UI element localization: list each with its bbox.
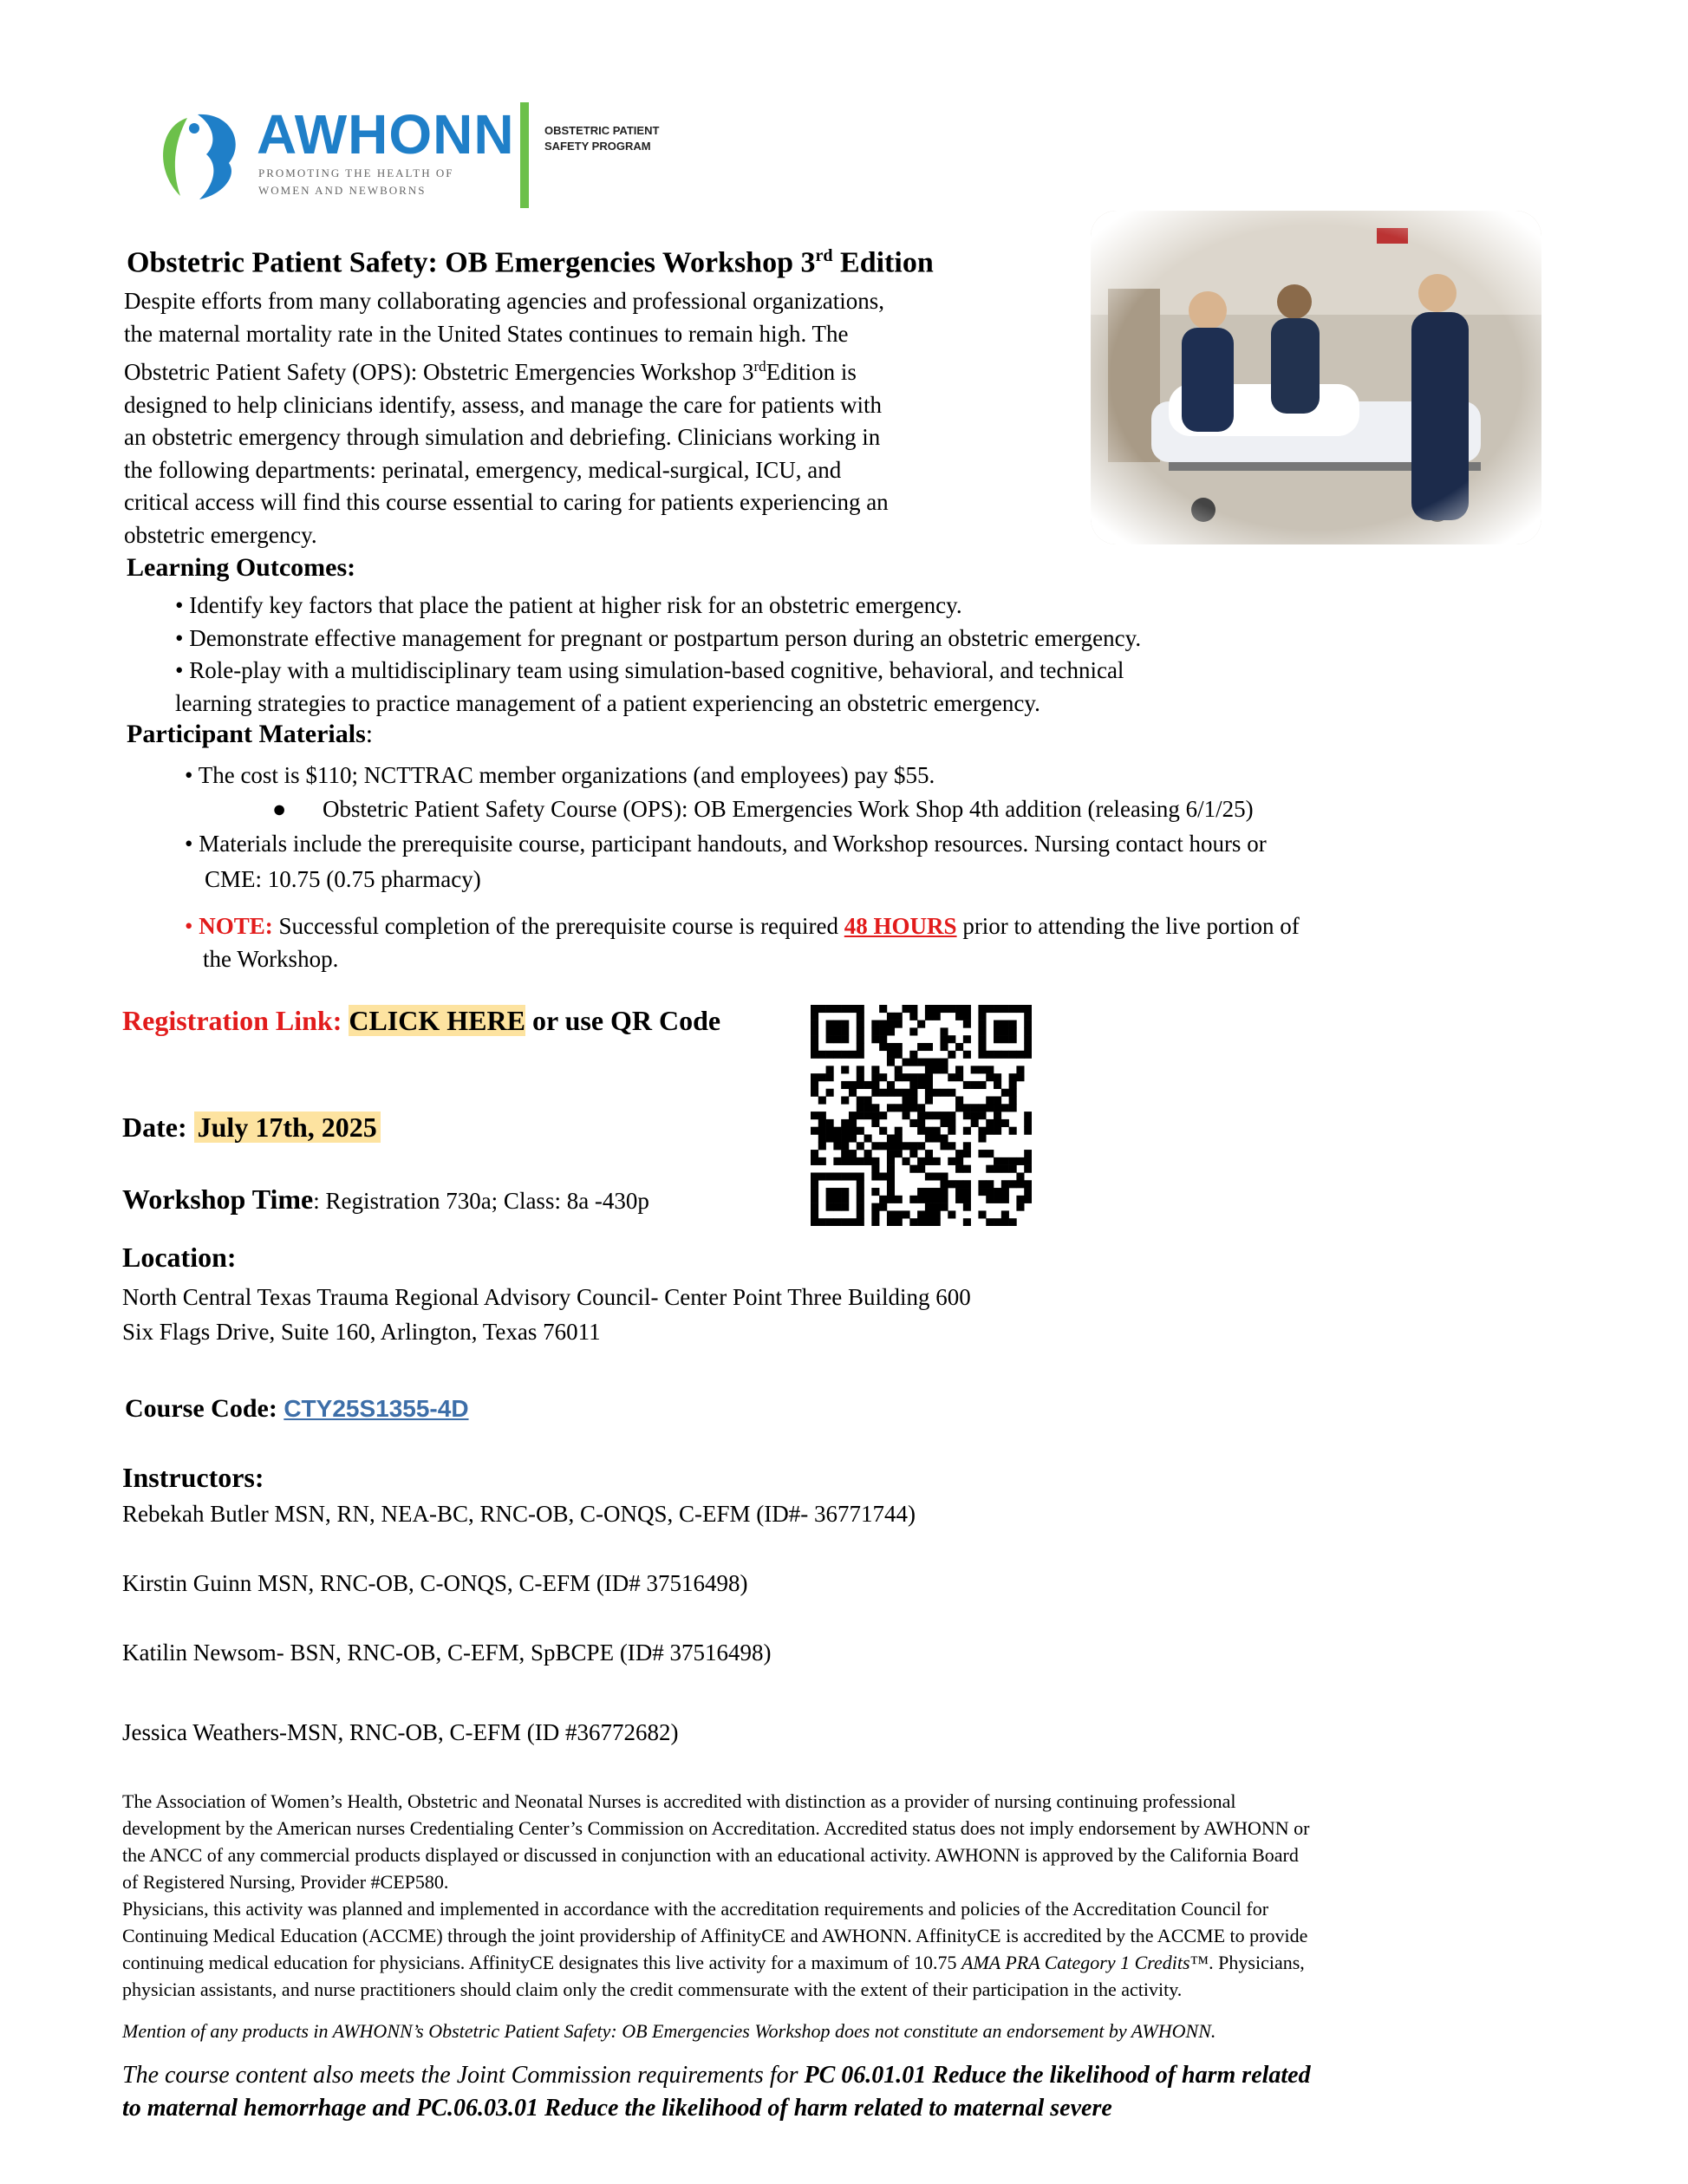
awhonn-logo (154, 102, 709, 215)
accreditation-line: The Association of Women’s Health, Obstetric and Neonatal Nurses is accredited with distinction as a provider of nursing continuing professional (122, 1790, 1236, 1812)
date-label: Date: (122, 1112, 187, 1143)
awhonn-mother-child-icon (154, 109, 250, 205)
course-code-line (125, 1394, 469, 1424)
intro-line: the maternal mortality rate in the United States continues to remain high. The (124, 320, 849, 347)
date-value: July 17th, 2025 (194, 1112, 381, 1143)
accreditation-text: ™. Physicians, (1189, 1952, 1305, 1973)
materials-cme: CME: 10.75 (0.75 pharmacy) (205, 866, 481, 892)
materials-cost: • The cost is $110; NCTTRAC member organizations (and employees) pay $55. (185, 762, 935, 788)
page-title (127, 246, 934, 279)
title-superscript: rd (815, 246, 833, 265)
clinicians-simulation-photo (1091, 211, 1541, 544)
logo-tagline: PROMOTING THE HEALTH OF WOMEN AND NEWBORNS (258, 166, 454, 197)
materials-colon: : (365, 720, 374, 748)
note-hours: 48 HOURS (844, 913, 957, 939)
learning-outcomes-heading: Learning Outcomes: (127, 553, 356, 582)
instructors-heading: Instructors: (122, 1462, 264, 1493)
materials-sub-item: Obstetric Patient Safety Course (OPS): OB Emergencies Work Shop 4th addition (releasing 6/1/25) (323, 796, 1254, 822)
disclaimer: Mention of any products in AWHONN’s Obstetric Patient Safety: OB Emergencies Workshop does not constitute an endorsement by AWHONN. (122, 2020, 1216, 2042)
accreditation-block (122, 1788, 1613, 2003)
time-label: Workshop Time (122, 1183, 314, 1215)
note-bullet: • (185, 913, 193, 939)
accreditation-line (122, 1949, 1613, 1976)
list-item: • Role-play with a multidisciplinary team using simulation-based cognitive, behavioral, and technical (175, 657, 1124, 683)
title-tail: Edition (832, 246, 934, 279)
workshop-time-line (122, 1183, 649, 1216)
registration-tail: or use QR Code (525, 1005, 721, 1036)
logo-divider (520, 102, 529, 208)
accreditation-line: development by the American nurses Credentialing Center’s Commission on Accreditation. Accredited status does not imply endorsement by AWHONN or (122, 1817, 1310, 1839)
intro-paragraph (124, 285, 1086, 551)
materials-note (185, 910, 1589, 943)
accreditation-line: Continuing Medical Education (ACCME) through the joint providership of AffinityCE and AWHONN. AffinityCE is accredited by the ACCME to provide (122, 1925, 1308, 1946)
intro-line: Despite efforts from many collaborating agencies and professional organizations, (124, 288, 884, 314)
course-code-label: Course Code: (125, 1394, 284, 1423)
location-line: North Central Texas Trauma Regional Advisory Council- Center Point Three Building 600 (122, 1284, 971, 1310)
location-heading: Location: (122, 1242, 237, 1273)
intro-text: Edition is (766, 359, 857, 385)
instructor-item: Jessica Weathers-MSN, RNC-OB, C-EFM (ID #36772682) (122, 1719, 679, 1745)
list-item: • Demonstrate effective management for pregnant or postpartum person during an obstetric emergency. (175, 624, 1142, 651)
materials-note-line2: the Workshop. (203, 946, 339, 972)
joint-commission-text (122, 2059, 1648, 2125)
time-value: : Registration 730a; Class: 8a -430p (313, 1188, 649, 1214)
intro-line: an obstetric emergency through simulation and debriefing. Clinicians working in (124, 424, 881, 450)
intro-line: designed to help clinicians identify, assess, and manage the care for patients with (124, 391, 882, 418)
intro-line (124, 350, 1086, 389)
instructor-item: Rebekah Butler MSN, RN, NEA-BC, RNC-OB, C-ONQS, C-EFM (ID#- 36771744) (122, 1501, 916, 1527)
registration-label: Registration Link: (122, 1005, 342, 1036)
qr-code-icon[interactable] (811, 1005, 1032, 1226)
intro-text: Obstetric Patient Safety (OPS): Obstetric Emergencies Workshop 3 (124, 359, 754, 385)
note-label: NOTE: (199, 913, 273, 939)
intro-line: critical access will find this course essential to caring for patients experiencing an (124, 489, 889, 515)
joint-text: The course content also meets the Joint Commission requirements for (122, 2062, 805, 2089)
accreditation-text: continuing medical education for physicians. AffinityCE designates this live activity for a maximum of 10.75 (122, 1952, 962, 1973)
accreditation-line: of Registered Nursing, Provider #CEP580. (122, 1871, 449, 1893)
note-text: Successful completion of the prerequisite course is required (272, 913, 844, 939)
materials-sub-bullet: ● (272, 796, 287, 822)
participant-materials-heading (127, 720, 373, 749)
intro-line: the following departments: perinatal, emergency, medical-surgical, ICU, and (124, 456, 842, 483)
intro-superscript: rd (753, 358, 766, 375)
materials-includes: • Materials include the prerequisite course, participant handouts, and Workshop resources. Nursing contact hours or (185, 831, 1267, 857)
accreditation-line: Physicians, this activity was planned and implemented in accordance with the accreditation requirements and policies of the Accreditation Council for (122, 1898, 1269, 1920)
instructor-item: Kirstin Guinn MSN, RNC-OB, C-ONQS, C-EFM (ID# 37516498) (122, 1570, 748, 1596)
location-line: Six Flags Drive, Suite 160, Arlington, Texas 76011 (122, 1319, 601, 1345)
title-text: Obstetric Patient Safety: OB Emergencies Workshop 3 (127, 246, 816, 279)
accreditation-line: physician assistants, and nurse practitioners should claim only the credit commensurate with the extent of their participation in the activity. (122, 1979, 1183, 2000)
note-text: prior to attending the live portion of (956, 913, 1300, 939)
accreditation-line: the ANCC of any commercial products displayed or discussed in conjunction with an educational activity. AWHONN is approved by the California Board (122, 1844, 1299, 1866)
course-code-link[interactable]: CTY25S1355-4D (284, 1395, 469, 1422)
registration-line (122, 1005, 720, 1037)
click-here-link[interactable]: CLICK HERE (349, 1005, 525, 1036)
list-item: • Identify key factors that place the patient at higher risk for an obstetric emergency. (175, 592, 962, 618)
date-line (122, 1112, 381, 1144)
intro-line: obstetric emergency. (124, 521, 317, 548)
materials-heading-text: Participant Materials (127, 720, 366, 748)
joint-line (122, 2059, 1648, 2092)
logo-wordmark: AWHONN (257, 103, 515, 166)
instructor-item: Katilin Newsom- BSN, RNC-OB, C-EFM, SpBCPE (ID# 37516498) (122, 1640, 772, 1666)
learning-outcomes-list (175, 590, 1562, 720)
joint-bold: PC 06.01.01 Reduce the likelihood of harm related (804, 2062, 1311, 2089)
joint-line: to maternal hemorrhage and PC.06.03.01 Reduce the likelihood of harm related to maternal severe (122, 2095, 1112, 2122)
logo-program-name: OBSTETRIC PATIENT SAFETY PROGRAM (544, 124, 660, 153)
accreditation-italic: AMA PRA Category 1 Credits (961, 1952, 1190, 1973)
list-item: learning strategies to practice management of a patient experiencing an obstetric emergency. (175, 689, 1040, 716)
